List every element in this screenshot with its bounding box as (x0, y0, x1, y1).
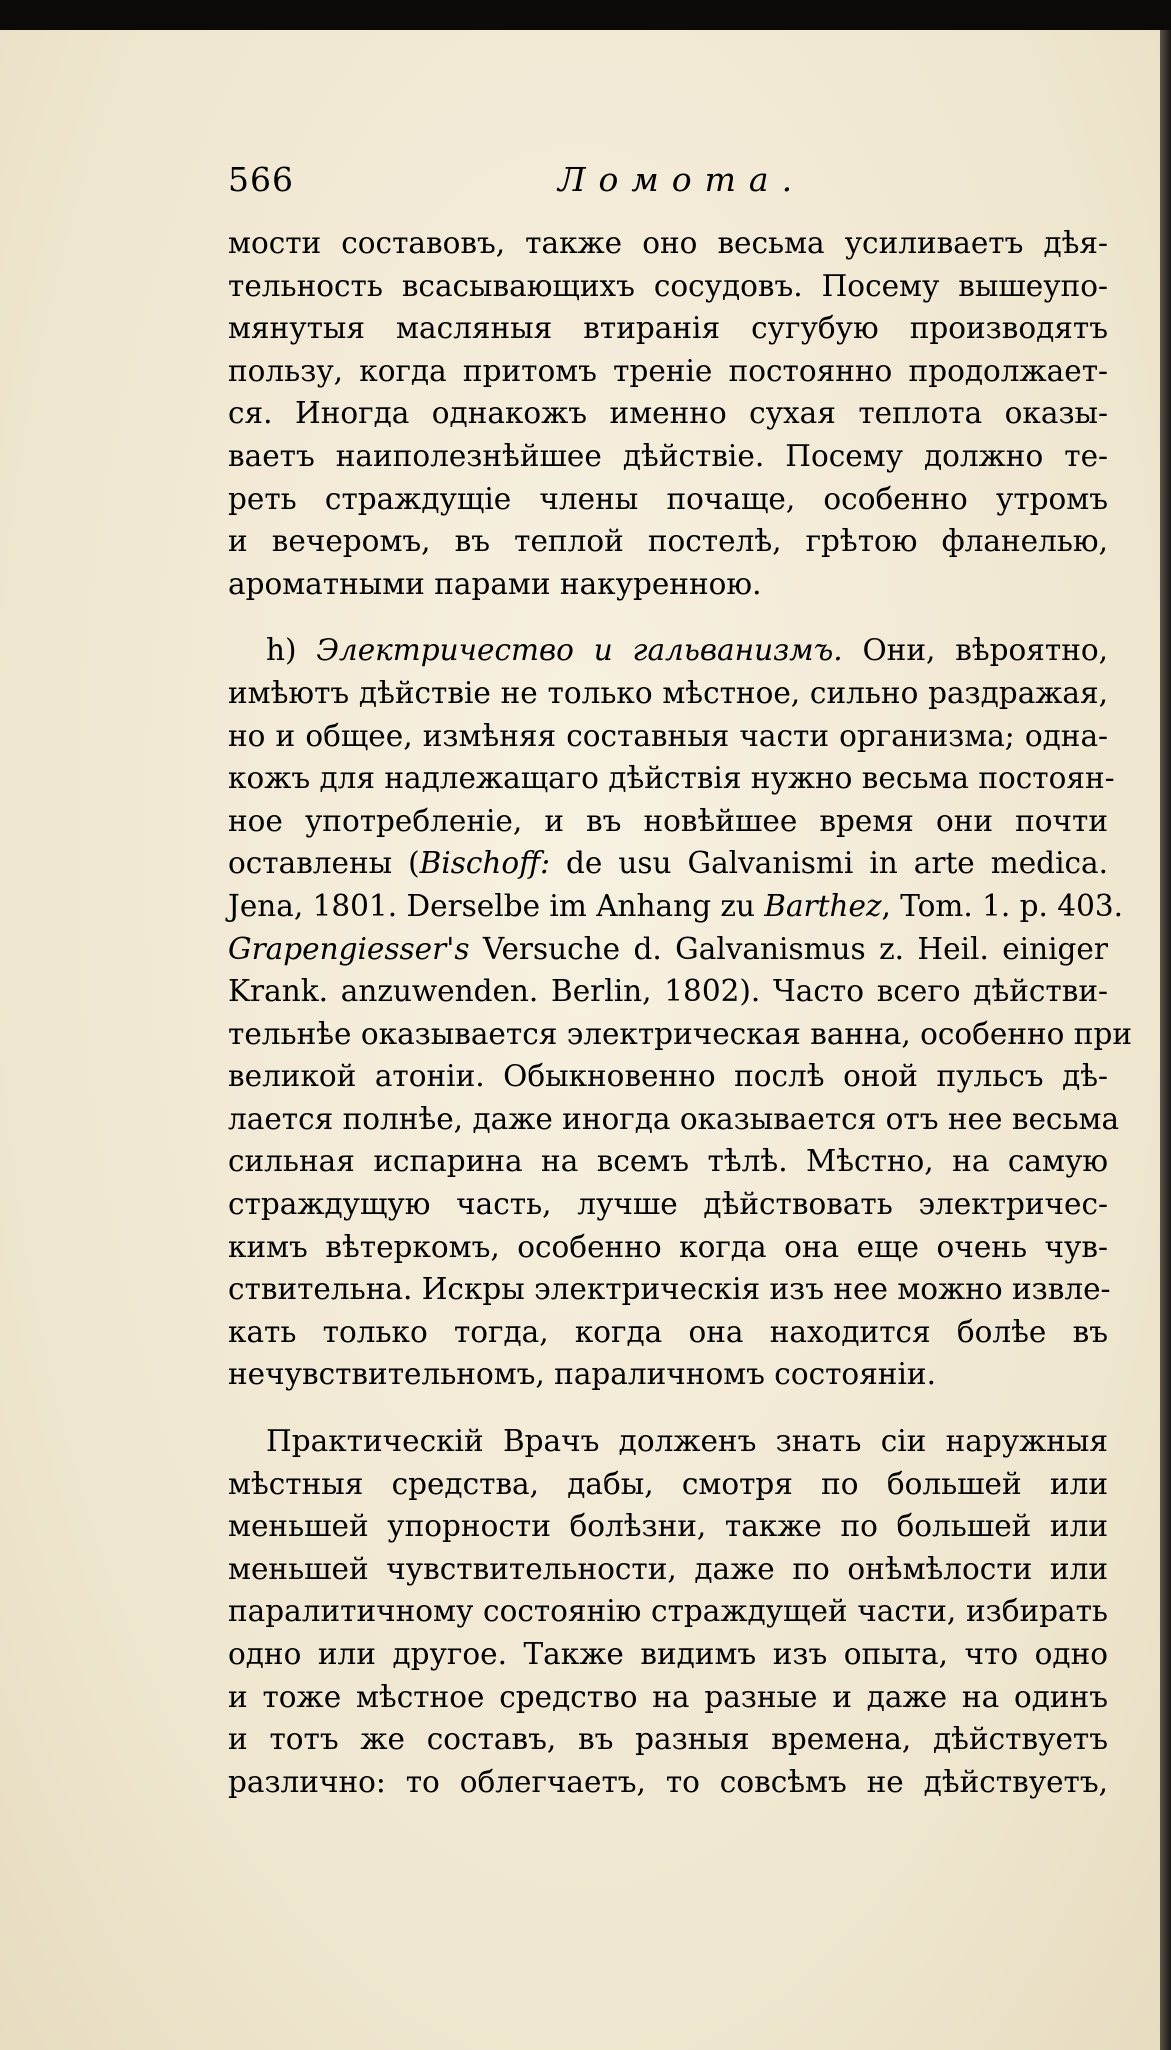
text-line: и тоже мѣстное средство на разные и даже на одинъ (228, 1679, 1108, 1714)
text-fragment: оставлены ( (228, 846, 420, 881)
citation-author: Bischoff: (419, 846, 551, 881)
text-fragment: , Tom. 1. p. 403. (881, 888, 1123, 923)
text-line: тельнѣе оказывается электрическая ванна, особенно при (228, 1016, 1133, 1051)
text-line: но и общее, измѣняя составныя части организма; одна- (228, 718, 1108, 753)
text-line: ароматными парами накуренною. (228, 566, 762, 601)
text-line: пользу, когда притомъ треніе постоянно продолжает- (228, 353, 1108, 388)
text-line: ное употребленіе, и въ новѣйшее время они почти (228, 803, 1108, 838)
citation-author: Grapengiesser's (228, 931, 470, 966)
page-number: 566 (228, 160, 294, 199)
page-header (228, 160, 1108, 210)
text-line: ся. Иногда однакожъ именно сухая теплота оказы- (228, 396, 1108, 431)
text-line: Практическій Врачъ долженъ знать сіи наружныя (266, 1424, 1108, 1459)
text-line: различно: то облегчаетъ, то совсѣмъ не дѣйствуетъ, (228, 1764, 1108, 1799)
text-line: имѣютъ дѣйствіе не только мѣстное, сильно раздражая, (228, 675, 1108, 710)
text-line (228, 629, 1108, 672)
text-line: мянутыя масляныя втиранія сугубую производятъ (228, 311, 1108, 346)
text-line (228, 842, 1108, 885)
text-line: и вечеромъ, въ теплой постелѣ, грѣтою фланелью, (228, 524, 1108, 559)
citation-author: Barthez (764, 888, 882, 923)
text-line: кать только тогда, когда она находится болѣе въ (228, 1314, 1108, 1349)
text-line: меньшей чувствительности, даже по онѣмѣлости или (228, 1551, 1108, 1586)
section-heading: Электричество и гальванизмъ. (316, 633, 843, 668)
text-line: кожъ для надлежащаго дѣйствія нужно весьма постоян- (228, 761, 1115, 796)
text-fragment: Jena, 1801. Derselbe im Anhang zu (228, 888, 765, 923)
text-fragment: Они, вѣроятно, (862, 633, 1108, 668)
text-line: кимъ вѣтеркомъ, особенно когда она еще очень чув- (228, 1229, 1108, 1264)
text-line: ствительна. Искры электрическія изъ нее можно извле- (228, 1272, 1111, 1307)
paragraph-3 (228, 1420, 1108, 1803)
text-line: паралитичному состоянію страждущей части, избирать (228, 1594, 1108, 1629)
section-label: h) (266, 633, 297, 668)
text-fragment: de usu Galvanismi in arte medica. (550, 846, 1108, 881)
text-line: мости составовъ, также оно весьма усиливаетъ дѣя- (228, 226, 1108, 260)
text-line: тельность всасывающихъ сосудовъ. Посему вышеупо- (228, 268, 1108, 303)
page-gutter-shadow (1160, 30, 1171, 2050)
text-line (228, 885, 1123, 928)
text-line: сильная испарина на всемъ тѣлѣ. Мѣстно, на самую (228, 1144, 1108, 1179)
text-line (228, 928, 1108, 971)
text-line: страждущую часть, лучше дѣйствовать электричес- (228, 1187, 1108, 1222)
text-line: реть страждущіе члены почаще, особенно утромъ (228, 481, 1108, 516)
text-line: лается полнѣе, даже иногда оказывается отъ нее весьма (228, 1101, 1120, 1136)
paragraph-1 (228, 222, 1108, 605)
text-line: меньшей упорности болѣзни, также по большей или (228, 1509, 1108, 1544)
body-text (228, 222, 1133, 1803)
text-line: нечувствительномъ, параличномъ состояніи. (228, 1357, 936, 1392)
text-line: ваетъ наиполезнѣйшее дѣйствіе. Посему должно те- (228, 438, 1108, 473)
text-line: великой атоніи. Обыкновенно послѣ оной пульсъ дѣ- (228, 1059, 1108, 1094)
text-line: одно или другое. Также видимъ изъ опыта, что одно (228, 1637, 1108, 1671)
text-line: мѣстныя средства, дабы, смотря по большей или (228, 1466, 1108, 1501)
text-line: и тотъ же составъ, въ разныя времена, дѣйствуетъ (228, 1722, 1108, 1757)
running-title: Ломота. (558, 160, 806, 199)
text-line: Krank. anzuwenden. Berlin, 1802). Часто всего дѣйстви- (228, 974, 1108, 1009)
paragraph-2 (228, 629, 1133, 1396)
text-fragment: Versuche d. Galvanismus z. Heil. einiger (469, 931, 1108, 966)
